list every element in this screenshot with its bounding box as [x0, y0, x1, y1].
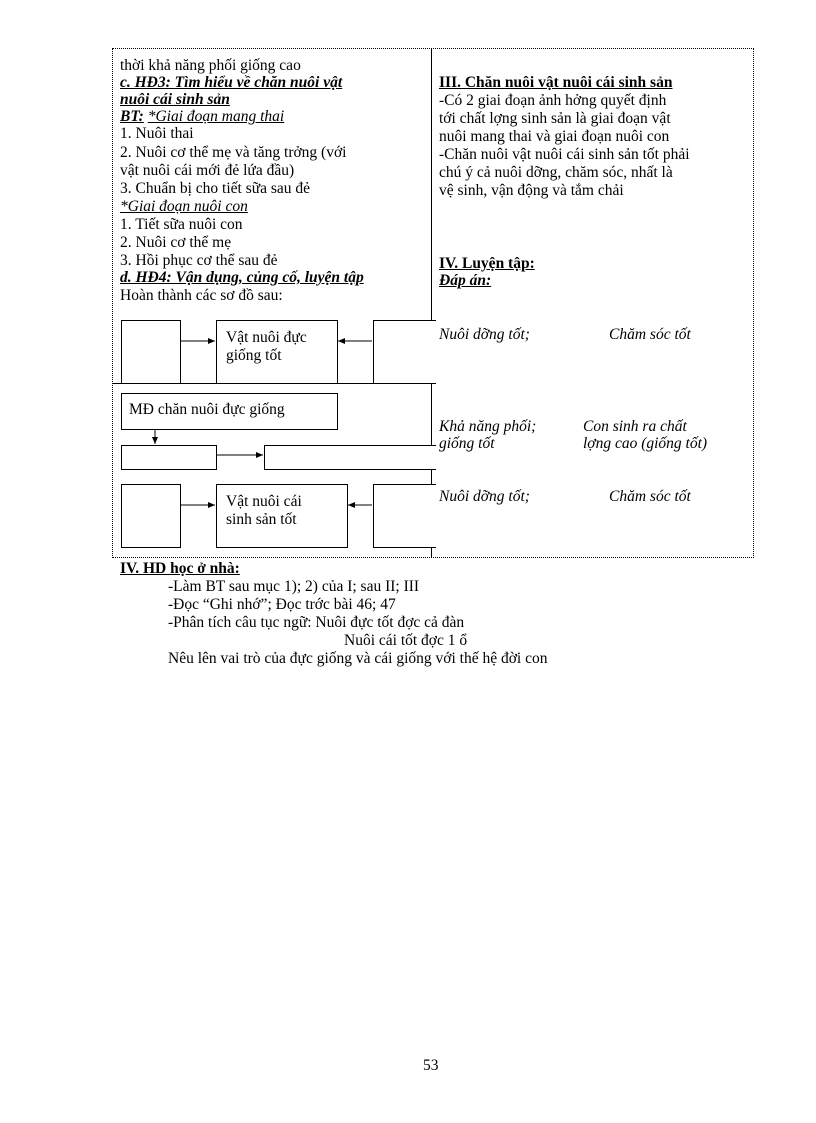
answer1-left: Nuôi dỡng tốt;	[439, 326, 530, 343]
complete-instruction: Hoàn thành các sơ đồ sau:	[120, 287, 283, 304]
section3-line5: chú ý cả nuôi dỡng, chăm sóc, nhất là	[439, 164, 673, 181]
answer-label: Đáp án:	[439, 272, 492, 289]
hd3-title-2: nuôi cái sinh sản	[120, 91, 230, 108]
diagram3-center-line1: Vật nuôi cái	[226, 493, 302, 510]
hd3-title-1: c. HĐ3: Tìm hiểu về chăn nuôi vật	[120, 74, 343, 91]
homework-line3: -Phân tích câu tục ngữ: Nuôi đực tốt đợc cả đàn	[168, 614, 465, 631]
homework-line5: Nêu lên vai trò của đực giống và cái giống với thế hệ đời con	[168, 650, 548, 667]
preg-item-2b: vật nuôi cái mới đẻ lứa đầu)	[120, 162, 295, 179]
left-line-1: thời khả năng phối giống cao	[120, 57, 301, 74]
preg-item-1: 1. Nuôi thai	[120, 125, 194, 142]
answer2-right-line2: lợng cao (giống tốt)	[583, 435, 708, 452]
answer2-left-line2: giống tốt	[439, 435, 495, 452]
diagram3-center-line2: sinh sản tốt	[226, 511, 297, 528]
homework-line2: -Đọc “Ghi nhớ”; Đọc trớc bài 46; 47	[168, 596, 396, 613]
preg-item-3: 3. Chuẩn bị cho tiết sữa sau đẻ	[120, 180, 311, 197]
pregnancy-heading: *Giai đoạn mang thai	[147, 108, 285, 125]
nurs-item-3: 3. Hồi phục cơ thể sau đẻ	[120, 252, 278, 269]
section3-line6: vệ sinh, vận động và tắm chải	[439, 182, 624, 199]
homework-line1: -Làm BT sau mục 1); 2) của I; sau II; III	[168, 578, 420, 595]
section3-title: III. Chăn nuôi vật nuôi cái sinh sản	[439, 74, 673, 91]
section4-title: IV. Luyện tập:	[439, 255, 535, 272]
diagram1-center-line1: Vật nuôi đực	[226, 329, 307, 346]
nursing-heading: *Giai đoạn nuôi con	[120, 198, 248, 215]
hd4-title: d. HĐ4: Vận dụng, củng cố, luyện tập	[120, 269, 364, 286]
answer3-right: Chăm sóc tốt	[609, 488, 691, 505]
section3-line1: -Có 2 giai đoạn ảnh hởng quyết định	[439, 92, 667, 109]
section3-line4: -Chăn nuôi vật nuôi cái sinh sản tốt phải	[439, 146, 690, 163]
answer3-left: Nuôi dỡng tốt;	[439, 488, 530, 505]
section3-line3: nuôi mang thai và giai đoạn nuôi con	[439, 128, 670, 145]
homework-title: IV. HD học ở nhà:	[120, 560, 240, 577]
page-number: 53	[423, 1057, 439, 1074]
diagram2-top-label: MĐ chăn nuôi đực giống	[129, 401, 285, 418]
diagram1-center-line2: giống tốt	[226, 347, 282, 364]
preg-item-2: 2. Nuôi cơ thể mẹ và tăng trởng (với	[120, 144, 347, 161]
homework-line4: Nuôi cái tốt đợc 1 ổ	[344, 632, 468, 649]
answer2-left-line1: Khả năng phối;	[439, 418, 537, 435]
answer2-right-line1: Con sinh ra chất	[583, 418, 687, 435]
answer1-right: Chăm sóc tốt	[609, 326, 691, 343]
bt-label: BT:	[120, 108, 144, 125]
nurs-item-2: 2. Nuôi cơ thể mẹ	[120, 234, 232, 251]
section3-line2: tới chất lợng sinh sản là giai đoạn vật	[439, 110, 671, 127]
nurs-item-1: 1. Tiết sữa nuôi con	[120, 216, 243, 233]
